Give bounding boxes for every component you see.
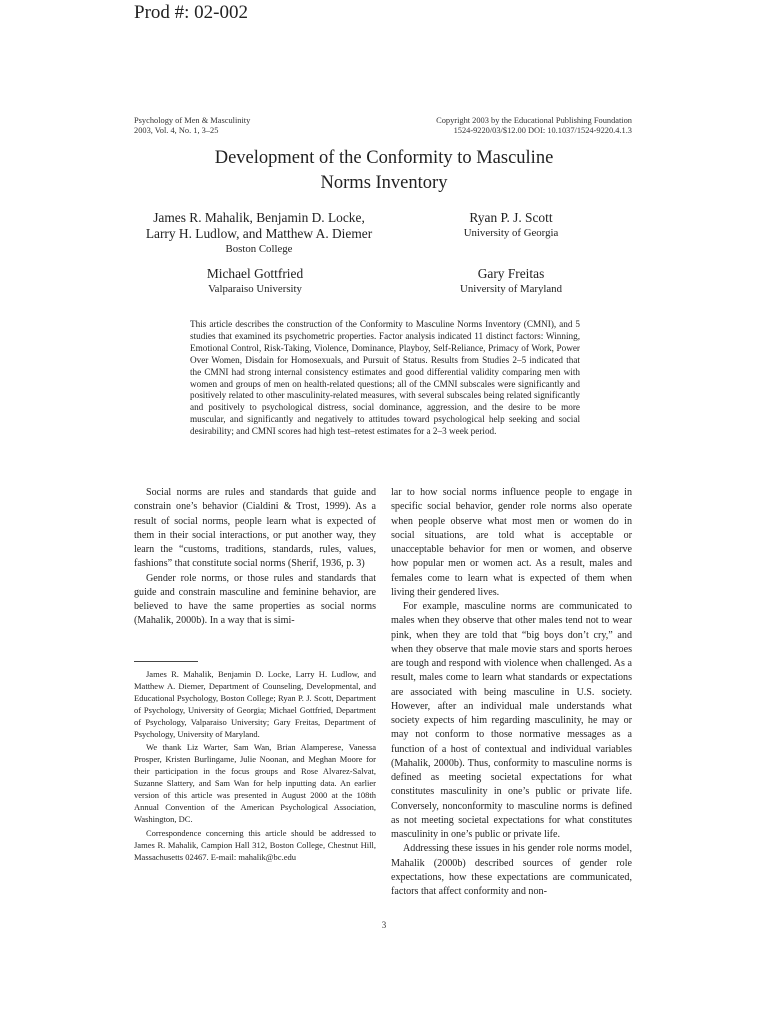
body-paragraph: For example, masculine norms are communicated to males when they observe that other males tend not to wear pink, when they are told that “big boys don’t cry,” and when they observe that male movie stars and sports heroes are tough and respond with violence when challenged. As a result, males come to learn what standards or expectations are associated with being masculine in U.S. society. However, after an individual male understands what society expects of him regarding masculinity, he may or may not conform to those normative messages as a function of a host of contextual and individual variables (Mahalik, 2000b). Thus, conformity to masculine norms is defined as meeting societal expectations for what constitutes masculinity in one’s public or private life. Conversely, nonconformity to masculine norms is defined as not meeting societal expectations for what constitutes masculinity in one’s public or private life. — [391, 601, 632, 840]
production-number: Prod #: 02-002 — [134, 2, 248, 23]
journal-name: Psychology of Men & Masculinity — [134, 116, 251, 125]
footnote-divider — [134, 661, 198, 662]
copyright-line: Copyright 2003 by the Educational Publishing Foundation — [436, 116, 632, 125]
author-names: James R. Mahalik, Benjamin D. Locke, — [153, 210, 365, 225]
author-names: Gary Freitas — [477, 266, 545, 281]
author-note: James R. Mahalik, Benjamin D. Locke, Larry H. Ludlow, and Matthew A. Diemer, Department of Counseling, Developmental, and Educational Psychology, Boston College; Ryan P. J. Scott, Department of Psychology, University of Georgia; Michael Gottfried, Department of Psychology, Valparaiso University; Gary Freitas, Department of Psychology, University of Maryland. — [134, 669, 376, 739]
doi-line: 1524-9220/03/$12.00 DOI: 10.1037/1524-9220.4.1.3 — [453, 126, 632, 135]
author-group — [420, 210, 602, 240]
author-group — [124, 210, 394, 256]
abstract: This article describes the construction of the Conformity to Masculine Norms Inventory (CMNI), and 5 studies that examined its psychometric properties. Factor analysis indicated 11 distinct factors: Winning, Emotional Control, Risk-Taking, Violence, Dominance, Playboy, Self-Reliance, Primacy of Work, Power Over Women, Disdain for Homosexuals, and Pursuit of Status. Results from Studies 2–5 indicated that the CMNI had strong internal consistency estimates and good differential validity comparing men with women and groups of men on health-related questions; all of the CMNI subscales were significantly and positively related to other masculinity-related measures, with several subscales being related significantly and positively to psychological distress, social dominance, aggression, and the desire to be more muscular, and significantly and negatively to attitudes toward psychological help seeking and social desirability; and CMNI scores had high test–retest estimates for a 2–3 week period. — [190, 319, 580, 437]
copyright-block — [436, 116, 632, 136]
correspondence-note: Correspondence concerning this article should be addressed to James R. Mahalik, Campion Hall 312, Boston College, Chestnut Hill, Massachusetts 02467. E-mail: mahalik@bc.edu — [134, 827, 376, 862]
article-title — [134, 146, 634, 196]
author-affiliation: Boston College — [225, 243, 293, 255]
author-names: Michael Gottfried — [206, 266, 304, 281]
journal-citation — [134, 116, 250, 136]
author-affiliation: University of Georgia — [463, 227, 559, 239]
body-paragraph: lar to how social norms influence people to engage in specific social behavior, gender role norms also operate when people observe what most men or women do in social situations, are told what is acceptable or unacceptable behavior for men or women, and observe how popular men or women act. As a result, males and females come to learn what is expected of them when living their gendered lives. — [391, 487, 632, 598]
author-group — [420, 266, 602, 296]
author-affiliation: University of Maryland — [460, 283, 562, 295]
body-paragraph: Social norms are rules and standards that guide and constrain one’s behavior (Cialdini & Trost, 1999). As a result of social norms, people learn what is expected of them in their social interactions, or put another way, they learn the “customs, traditions, standards, rules, values, fashions” that constitute social norms (Sherif, 1936, p. 3) — [134, 487, 376, 570]
title-line: Development of the Conformity to Masculine — [214, 148, 554, 168]
acknowledgments: We thank Liz Warter, Sam Wan, Brian Alamperese, Vanessa Prosper, Kristen Burlingame, Julie Noonan, and Meghan Moore for their participation in the focus groups and Rose Alvarez-Salvat, Suzanne Slattery, and Sam Wan for help inputting data. An earlier version of this article was presented in August 2000 at the 108th Annual Convention of the American Psychological Association, Washington, DC. — [134, 742, 376, 824]
author-affiliation: Valparaiso University — [208, 283, 302, 295]
body-paragraph: Gender role norms, or those rules and standards that guide and constrain masculine and feminine behavior, are believed to have the same properties as social norms (Mahalik, 2000b). In a way that is simi- — [134, 572, 376, 627]
author-group — [150, 266, 360, 296]
page-number: 3 — [381, 920, 387, 930]
journal-volume: 2003, Vol. 4, No. 1, 3–25 — [134, 126, 219, 135]
title-line: Norms Inventory — [320, 173, 448, 193]
footnotes — [134, 669, 376, 866]
body-column-right — [391, 486, 632, 899]
author-names: Ryan P. J. Scott — [469, 210, 553, 225]
body-column-left — [134, 486, 376, 629]
body-paragraph: Addressing these issues in his gender role norms model, Mahalik (2000b) described sources of gender role expectations, how these expectations are communicated, factors that affect conformity and non- — [391, 843, 632, 897]
author-names: Larry H. Ludlow, and Matthew A. Diemer — [145, 226, 373, 241]
